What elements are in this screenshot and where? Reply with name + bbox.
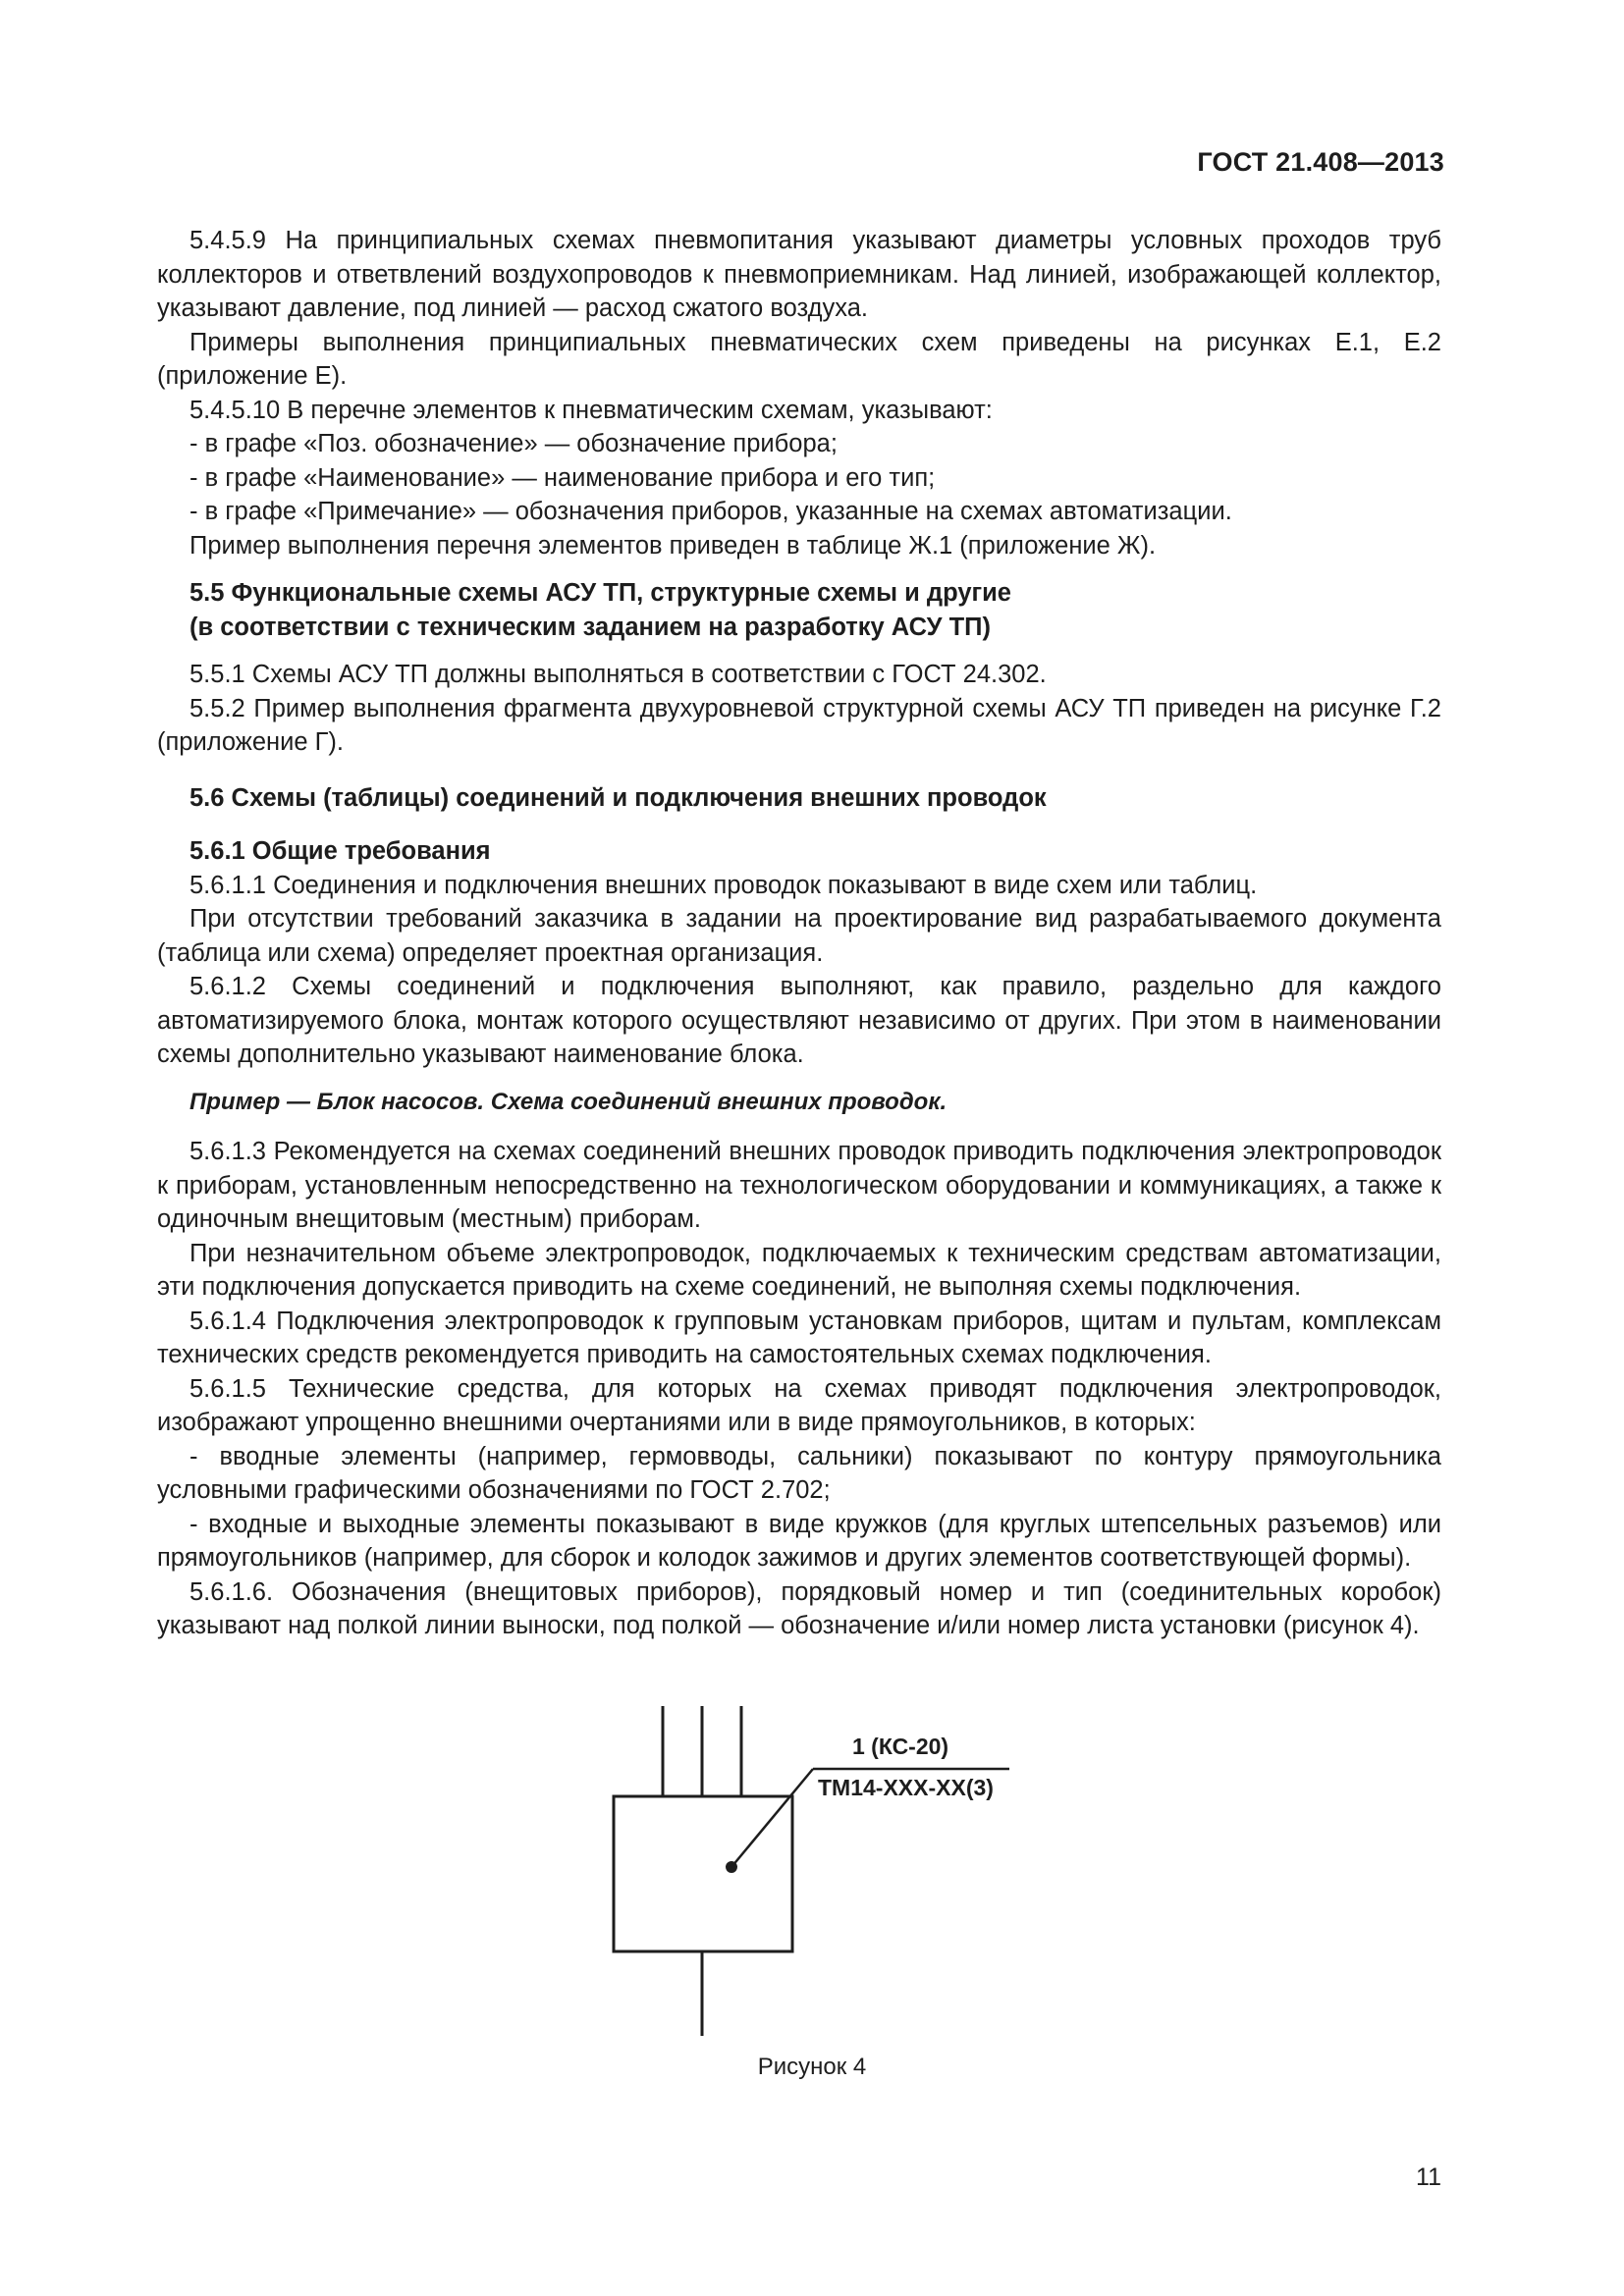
section-heading-5-5-line1: 5.5 Функциональные схемы АСУ ТП, структурные схемы и другие — [189, 579, 1011, 607]
paragraph-small-volume: При незначительном объеме электропроводок, подключаемых к техническим средствам автоматизации, эти подключения допускается приводить на схеме соединений, не выполняя схемы подключения. — [157, 1239, 1441, 1301]
paragraph-5-6-1-5: 5.6.1.5 Технические средства, для которых на схемах приводят подключения электропроводок, изображают упрощенно внешними очертаниями или в виде прямоугольников, в которых: — [157, 1374, 1441, 1436]
paragraph-input-elements: - вводные элементы (например, гермовводы, сальники) показывают по контуру прямоугольника условными графическими обозначениями по ГОСТ 2.702; — [157, 1442, 1441, 1504]
paragraph-5-6-1-2: 5.6.1.2 Схемы соединений и подключения выполняют, как правило, раздельно для каждого автоматизируемого блока, монтаж которого осуществляют независимо от других. При этом в наименовании схемы дополнительно указывают наименование блока. — [157, 973, 1441, 1068]
subsection-heading-5-6-1: 5.6.1 Общие требования — [189, 837, 491, 865]
leader-line — [731, 1769, 813, 1867]
paragraph-5-6-1-1: 5.6.1.1 Соединения и подключения внешних проводок показывают в виде схем или таблиц. — [189, 871, 1258, 899]
paragraph-list-example: Пример выполнения перечня элементов приведен в таблице Ж.1 (приложение Ж). — [189, 531, 1157, 560]
junction-box-rectangle — [614, 1796, 792, 1951]
paragraph-5-5-2: 5.5.2 Пример выполнения фрагмента двухуровневой структурной схемы АСУ ТП приведен на рисунке Г.2 (приложение Г). — [157, 694, 1441, 756]
paragraph-io-elements: - входные и выходные элементы показывают в виде кружков (для круглых штепсельных разъемов) или прямоугольников (например, для сборок и колодок зажимов и других элементов соответствующей формы). — [157, 1510, 1441, 1572]
document-code-header: ГОСТ 21.408—2013 — [1197, 147, 1444, 177]
paragraph-5-4-5-9: 5.4.5.9 На принципиальных схемах пневмопитания указывают диаметры условных проходов труб коллекторов и ответвлений воздухопроводов к пневмоприемникам. Над линией, изображающей коллектор, указывают давление, под линией — расход сжатого воздуха. — [157, 227, 1441, 322]
figure-label-box-number: 1 (КС-20) — [852, 1734, 949, 1759]
figure-4-caption: Рисунок 4 — [757, 2054, 867, 2080]
section-heading-5-5-line2: (в соответствии с техническим заданием на разработку АСУ ТП) — [189, 613, 991, 641]
paragraph-5-6-1-6: 5.6.1.6. Обозначения (внещитовых приборов), порядковый номер и тип (соединительных коробок) указывают над полкой линии выноски, под полкой — обозначение и/или номер листа установки (рисунок 4). — [157, 1577, 1441, 1639]
figure-label-installation-sheet: ТМ14-ХХХ-ХХ(3) — [818, 1775, 994, 1800]
paragraph-customer-requirements: При отсутствии требований заказчика в задании на проектирование вид разрабатываемого документа (таблица или схема) определяет проектная организация. — [157, 905, 1441, 967]
section-heading-5-5 — [157, 576, 1441, 644]
paragraph-5-6-1-3: 5.6.1.3 Рекомендуется на схемах соединений внешних проводок приводить подключения электропроводок к приборам, установленным непосредственно на технологическом оборудовании и коммуникациях, а также к одиночным внещитовым (местным) приборам. — [157, 1138, 1441, 1233]
paragraph-5-6-1-4: 5.6.1.4 Подключения электропроводок к групповым установкам приборов, щитам и пультам, комплексам технических средств рекомендуется приводить на самостоятельных схемах подключения. — [157, 1307, 1441, 1368]
page-number: 11 — [1416, 2163, 1441, 2191]
list-item-position: - в графе «Поз. обозначение» — обозначение прибора; — [189, 430, 838, 457]
section-heading-5-6: 5.6 Схемы (таблицы) соединений и подключения внешних проводок — [189, 783, 1047, 812]
example-block-pumps: Пример — Блок насосов. Схема соединений внешних проводок. — [189, 1088, 947, 1115]
figure-4-drawing — [589, 1706, 1060, 2040]
figure-4-diagram — [589, 1706, 1060, 2040]
list-item-name: - в графе «Наименование» — наименование прибора и его тип; — [189, 463, 936, 492]
paragraph-5-4-5-10: 5.4.5.10 В перечне элементов к пневматическим схемам, указывают: — [189, 396, 993, 424]
page-body — [157, 224, 1441, 1643]
paragraph-pneumatic-examples: Примеры выполнения принципиальных пневматических схем приведены на рисунках Е.1, Е.2 (приложение Е). — [157, 328, 1441, 390]
paragraph-5-5-1: 5.5.1 Схемы АСУ ТП должны выполняться в соответствии с ГОСТ 24.302. — [189, 661, 1047, 688]
list-item-note: - в графе «Примечание» — обозначения приборов, указанные на схемах автоматизации. — [189, 498, 1232, 525]
